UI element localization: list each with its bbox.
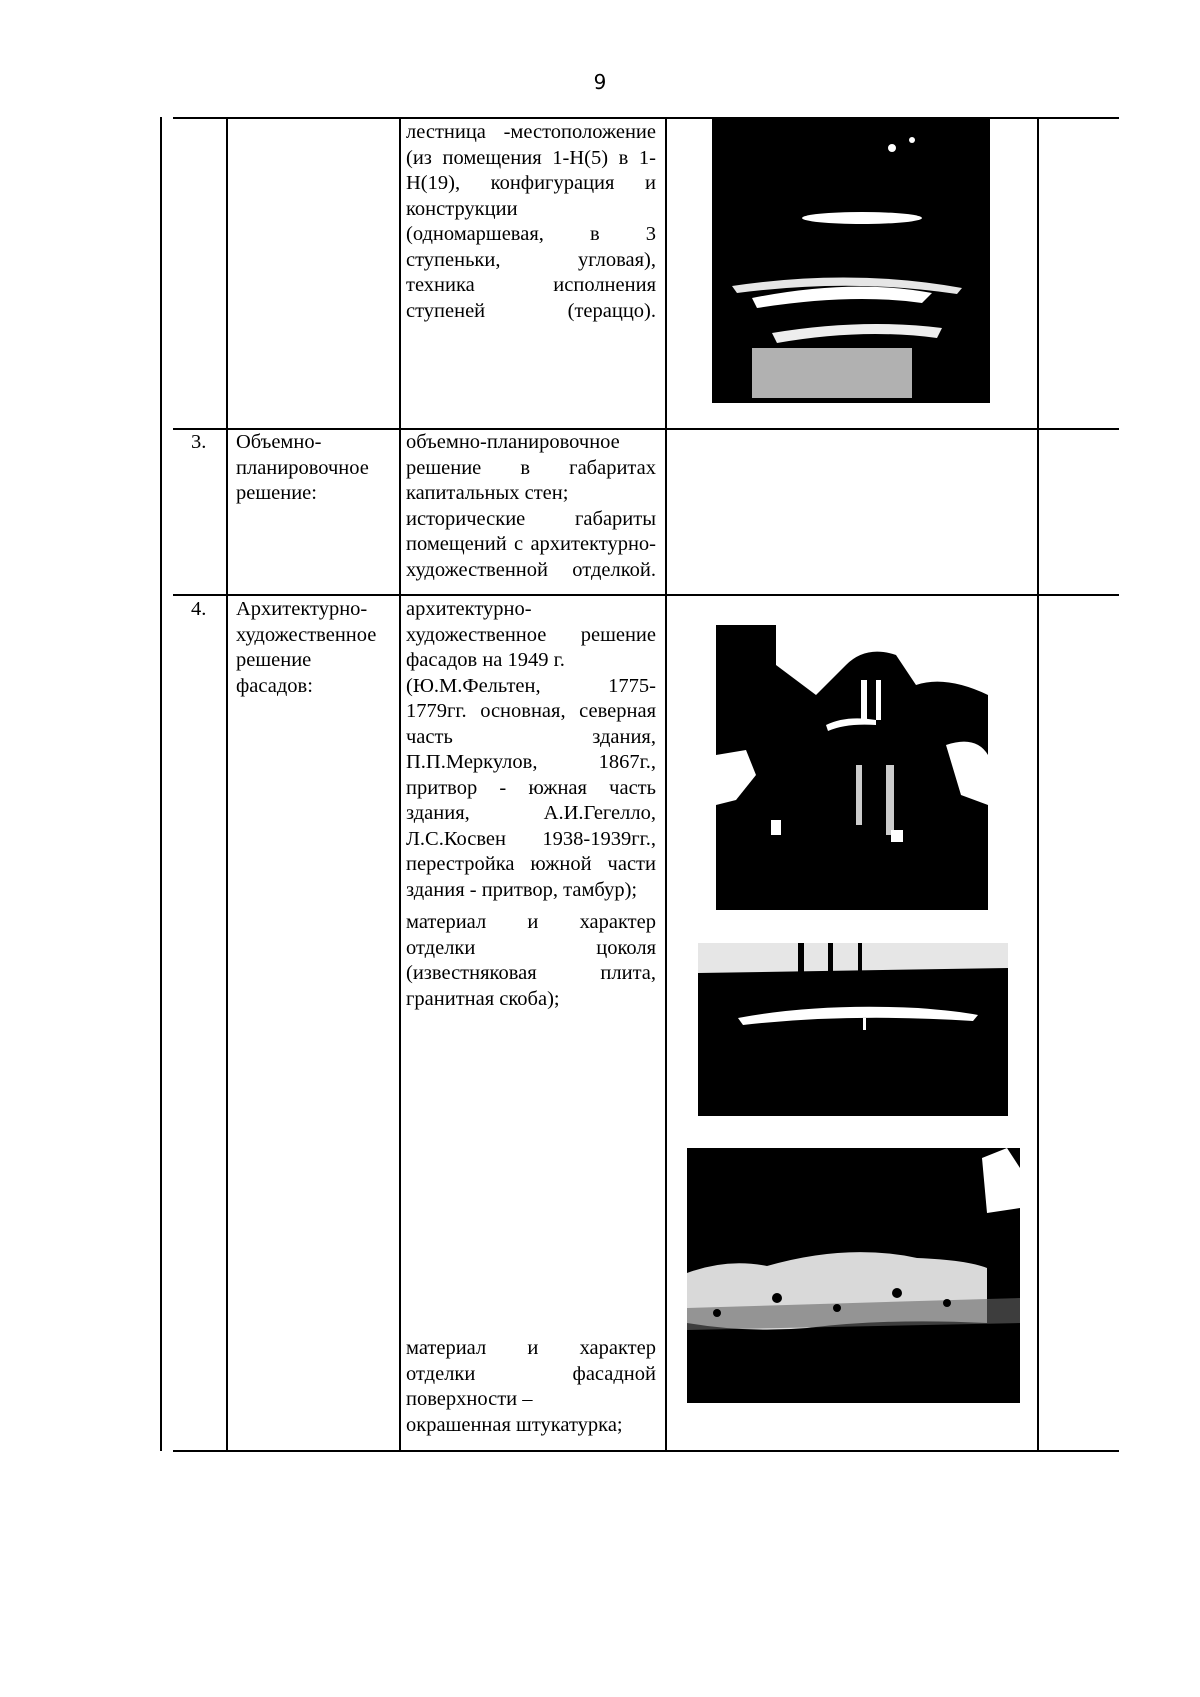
- facade-surface-photo-icon: [687, 1148, 1020, 1403]
- text-line: окрашенная штукатурка;: [406, 1413, 623, 1436]
- row3-description: [406, 430, 656, 583]
- text-line: отделки фасадной: [406, 1362, 656, 1385]
- text-line: исторические габариты: [406, 507, 656, 530]
- text-line: отделки цоколя: [406, 936, 656, 959]
- row3-title: [236, 430, 396, 507]
- row4-description-2: [406, 910, 656, 1012]
- row1-description: [406, 120, 656, 324]
- text-line: объемно-планировочное: [406, 431, 620, 453]
- text-line: (из помещения 1-Н(5) в 1-: [406, 146, 656, 169]
- text-line: техника исполнения: [406, 274, 656, 296]
- row4-title: [236, 597, 396, 699]
- plinth-photo-icon: [698, 943, 1008, 1116]
- text-line: архитектурно-: [406, 598, 532, 620]
- text-line: художественной отделкой.: [406, 558, 656, 581]
- text-line: перестройка южной части: [406, 853, 656, 875]
- text-line: здания, А.И.Гегелло,: [406, 802, 656, 824]
- text-line: фасадов:: [236, 674, 313, 697]
- text-line: решение: [236, 649, 312, 671]
- text-line: (Ю.М.Фельтен, 1775-: [406, 674, 656, 697]
- col-divider: [226, 117, 228, 1451]
- text-line: часть здания,: [406, 725, 656, 748]
- text-line: материал и характер: [406, 1337, 656, 1359]
- row-number: 3.: [191, 431, 207, 453]
- col-divider: [665, 117, 667, 1451]
- text-line: помещений с архитектурно-: [406, 533, 656, 555]
- text-line: художественное решение: [406, 623, 656, 646]
- table-border-bottom: [173, 1450, 1119, 1452]
- text-line: лестница -местоположение: [406, 121, 656, 143]
- row4-description-3: [406, 1336, 656, 1438]
- text-line: поверхности –: [406, 1388, 533, 1410]
- text-line: решение:: [236, 482, 317, 504]
- text-line: здания - притвор, тамбур);: [406, 878, 638, 901]
- text-line: решение в габаритах: [406, 456, 656, 479]
- text-line: конструкции: [406, 197, 518, 220]
- text-line: П.П.Меркулов, 1867г.,: [406, 751, 656, 773]
- row4-description-1: [406, 597, 656, 903]
- row-divider: [173, 594, 1119, 596]
- text-line: материал и характер: [406, 911, 656, 933]
- col-divider: [1037, 117, 1039, 1451]
- col-divider: [160, 117, 162, 1451]
- text-line: художественное: [236, 623, 377, 646]
- text-line: капитальных стен;: [406, 482, 569, 504]
- page-number: 9: [593, 70, 607, 94]
- staircase-photo-icon: [712, 118, 990, 403]
- building-facade-photo-icon: [716, 625, 988, 910]
- text-line: Л.С.Косвен 1938-1939гг.,: [406, 827, 656, 850]
- text-line: ступеньки, угловая),: [406, 248, 656, 271]
- text-line: Н(19), конфигурация и: [406, 172, 656, 194]
- text-line: 1779гг. основная, северная: [406, 700, 656, 722]
- text-line: планировочное: [236, 456, 369, 479]
- text-line: гранитная скоба);: [406, 987, 560, 1010]
- text-line: притвор - южная часть: [406, 776, 656, 799]
- row-number: 4.: [191, 598, 207, 620]
- col-divider: [399, 117, 401, 1451]
- text-line: Объемно-: [236, 431, 322, 453]
- text-line: ступеней (тераццо).: [406, 299, 656, 322]
- text-line: фасадов на 1949 г.: [406, 649, 565, 671]
- text-line: (одномаршевая, в 3: [406, 223, 656, 245]
- text-line: (известняковая плита,: [406, 962, 656, 984]
- text-line: Архитектурно-: [236, 598, 368, 620]
